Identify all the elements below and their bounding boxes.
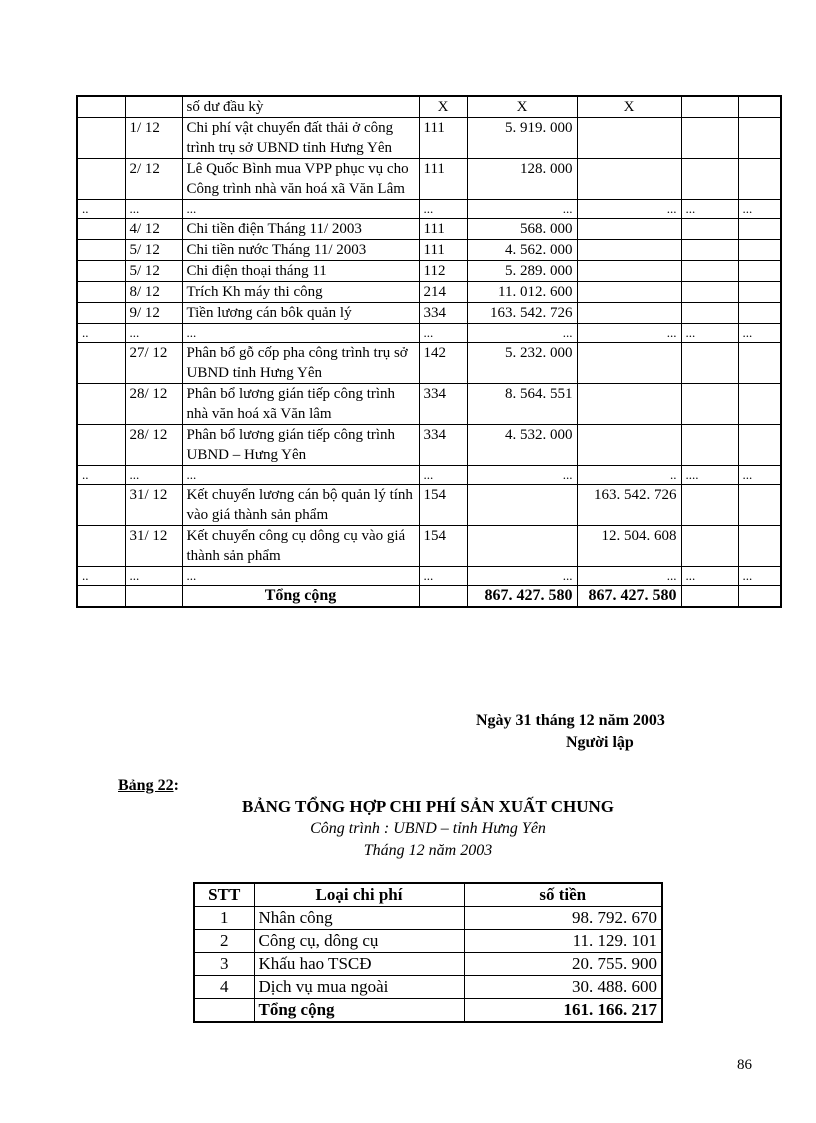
ledger-date: ... [125, 466, 182, 485]
table22-subtitle-project: Công trình : UBND – tỉnh Hưng Yên [310, 820, 546, 837]
summary-total-label: Tổng cộng [254, 999, 464, 1023]
ledger-date: ... [125, 567, 182, 586]
ledger-credit [577, 303, 681, 324]
ledger-account: 142 [419, 343, 467, 384]
ledger-description: Tiền lương cán bôk quản lý [182, 303, 419, 324]
ledger-col-g [681, 118, 738, 159]
ledger-col-a [77, 219, 125, 240]
ledger-col-a [77, 261, 125, 282]
ledger-col-g: .... [681, 466, 738, 485]
ledger-col-g [681, 384, 738, 425]
ledger-total-empty-c [419, 586, 467, 608]
ledger-account: 154 [419, 485, 467, 526]
summary-header-row [194, 883, 662, 907]
ledger-description: Chi điện thoại tháng 11 [182, 261, 419, 282]
ledger-col-a [77, 159, 125, 200]
ledger-col-g [681, 526, 738, 567]
ledger-col-h [738, 526, 781, 567]
ledger-description: Phân bổ lương gián tiếp công trình UBND – Hưng Yên [182, 425, 419, 466]
ledger-date: 9/ 12 [125, 303, 182, 324]
page-number: 86 [737, 1057, 752, 1073]
ledger-date: ... [125, 324, 182, 343]
ledger-debit: ... [467, 324, 577, 343]
ledger-total-empty-b [125, 586, 182, 608]
ledger-credit [577, 282, 681, 303]
ledger-col-h [738, 282, 781, 303]
ledger-debit: 128. 000 [467, 159, 577, 200]
ledger-description: số dư đầu kỳ [182, 96, 419, 118]
ledger-col-a [77, 526, 125, 567]
ledger-col-a: .. [77, 567, 125, 586]
ledger-account: 334 [419, 303, 467, 324]
ledger-account: 111 [419, 240, 467, 261]
ledger-col-g [681, 219, 738, 240]
header-type: Loại chi phí [254, 883, 464, 907]
ledger-credit: ... [577, 567, 681, 586]
ledger-col-h [738, 261, 781, 282]
header-amount: số tiền [464, 883, 662, 907]
ledger-col-h: ... [738, 200, 781, 219]
summary-type: Nhân công [254, 907, 464, 930]
ledger-row [77, 485, 781, 526]
summary-row [194, 930, 662, 953]
ledger-credit: X [577, 96, 681, 118]
ledger-debit: ... [467, 567, 577, 586]
ledger-description: Phân bổ lương gián tiếp công trình nhà văn hoá xã Văn lâm [182, 384, 419, 425]
ledger-description: Lê Quốc Bình mua VPP phục vụ cho Công trình nhà văn hoá xã Văn Lâm [182, 159, 419, 200]
ledger-date: 28/ 12 [125, 425, 182, 466]
summary-stt: 1 [194, 907, 254, 930]
ledger-col-g [681, 96, 738, 118]
ledger-ellipsis-row [77, 466, 781, 485]
ledger-col-g [681, 261, 738, 282]
summary-amount: 20. 755. 900 [464, 953, 662, 976]
ledger-total-credit: 867. 427. 580 [577, 586, 681, 608]
ledger-credit: 12. 504. 608 [577, 526, 681, 567]
ledger-col-h [738, 485, 781, 526]
ledger-row [77, 118, 781, 159]
summary-amount: 30. 488. 600 [464, 976, 662, 999]
ledger-account: 112 [419, 261, 467, 282]
ledger-credit: 163. 542. 726 [577, 485, 681, 526]
ledger-col-a [77, 303, 125, 324]
ledger-total-debit: 867. 427. 580 [467, 586, 577, 608]
ledger-credit [577, 343, 681, 384]
ledger-ellipsis-row [77, 324, 781, 343]
ledger-date: 5/ 12 [125, 261, 182, 282]
ledger-description: ... [182, 324, 419, 343]
ledger-col-h [738, 343, 781, 384]
ledger-col-g [681, 159, 738, 200]
ledger-col-h: ... [738, 466, 781, 485]
ledger-account: ... [419, 324, 467, 343]
ledger-date: 4/ 12 [125, 219, 182, 240]
ledger-date: 2/ 12 [125, 159, 182, 200]
ledger-debit: 568. 000 [467, 219, 577, 240]
ledger-description: Chi tiền nước Tháng 11/ 2003 [182, 240, 419, 261]
summary-row [194, 976, 662, 999]
table22-title: BẢNG TỔNG HỢP CHI PHÍ SẢN XUẤT CHUNG [242, 797, 614, 816]
ledger-row [77, 384, 781, 425]
ledger-debit: 5. 919. 000 [467, 118, 577, 159]
ledger-account: 111 [419, 159, 467, 200]
header-stt: STT [194, 883, 254, 907]
ledger-col-a [77, 118, 125, 159]
ledger-total-empty-e [738, 586, 781, 608]
ledger-col-a [77, 240, 125, 261]
ledger-col-h: ... [738, 324, 781, 343]
ledger-row [77, 343, 781, 384]
ledger-col-a [77, 384, 125, 425]
ledger-col-a: .. [77, 466, 125, 485]
ledger-total-empty-a [77, 586, 125, 608]
ledger-description: Chi tiền điện Tháng 11/ 2003 [182, 219, 419, 240]
ledger-row [77, 303, 781, 324]
summary-type: Công cụ, dông cụ [254, 930, 464, 953]
ledger-ellipsis-row [77, 567, 781, 586]
ledger-col-g: ... [681, 324, 738, 343]
ledger-account: 334 [419, 425, 467, 466]
ledger-col-g [681, 240, 738, 261]
summary-stt: 3 [194, 953, 254, 976]
ledger-credit [577, 261, 681, 282]
ledger-date: 31/ 12 [125, 485, 182, 526]
ledger-date: 28/ 12 [125, 384, 182, 425]
ledger-debit: 4. 532. 000 [467, 425, 577, 466]
ledger-debit: 8. 564. 551 [467, 384, 577, 425]
ledger-account: ... [419, 567, 467, 586]
ledger-total-label: Tổng cộng [182, 586, 419, 608]
ledger-col-g [681, 485, 738, 526]
ledger-row [77, 240, 781, 261]
ledger-description: Kết chuyển công cụ dông cụ vào giá thành sản phẩm [182, 526, 419, 567]
ledger-description: ... [182, 200, 419, 219]
ledger-date: 8/ 12 [125, 282, 182, 303]
ledger-col-a [77, 485, 125, 526]
summary-row [194, 953, 662, 976]
ledger-credit [577, 384, 681, 425]
summary-total-empty [194, 999, 254, 1023]
ledger-col-h [738, 219, 781, 240]
ledger-account: ... [419, 466, 467, 485]
table22-label-wrap [118, 777, 179, 795]
summary-type: Dịch vụ mua ngoài [254, 976, 464, 999]
ledger-debit: 163. 542. 726 [467, 303, 577, 324]
ledger-date: ... [125, 200, 182, 219]
ledger-col-a [77, 96, 125, 118]
ledger-row [77, 96, 781, 118]
ledger-account: 154 [419, 526, 467, 567]
table22-label-suffix: : [173, 777, 179, 794]
ledger-col-a [77, 425, 125, 466]
ledger-date: 1/ 12 [125, 118, 182, 159]
ledger-description: ... [182, 466, 419, 485]
signature-role: Người lập [566, 734, 634, 751]
ledger-col-g [681, 303, 738, 324]
ledger-col-a: .. [77, 200, 125, 219]
ledger-col-h [738, 303, 781, 324]
ledger-date [125, 96, 182, 118]
summary-amount: 98. 792. 670 [464, 907, 662, 930]
ledger-col-h: ... [738, 567, 781, 586]
ledger-col-a [77, 282, 125, 303]
summary-stt: 4 [194, 976, 254, 999]
ledger-credit [577, 219, 681, 240]
ledger-col-g: ... [681, 200, 738, 219]
ledger-credit [577, 118, 681, 159]
ledger-row [77, 219, 781, 240]
ledger-date: 5/ 12 [125, 240, 182, 261]
ledger-col-h [738, 118, 781, 159]
ledger-account: 111 [419, 219, 467, 240]
ledger-debit [467, 485, 577, 526]
ledger-credit [577, 159, 681, 200]
ledger-credit: ... [577, 324, 681, 343]
ledger-debit: 4. 562. 000 [467, 240, 577, 261]
ledger-description: Phân bổ gỗ cốp pha công trình trụ sở UBND tỉnh Hưng Yên [182, 343, 419, 384]
summary-amount: 11. 129. 101 [464, 930, 662, 953]
signature-date: Ngày 31 tháng 12 năm 2003 [476, 712, 665, 729]
ledger-row [77, 282, 781, 303]
summary-total-row [194, 999, 662, 1023]
ledger-row [77, 159, 781, 200]
ledger-col-a [77, 343, 125, 384]
summary-row [194, 907, 662, 930]
ledger-credit: ... [577, 200, 681, 219]
ledger-col-h [738, 384, 781, 425]
ledger-ellipsis-row [77, 200, 781, 219]
ledger-col-h [738, 159, 781, 200]
ledger-credit [577, 240, 681, 261]
ledger-col-g: ... [681, 567, 738, 586]
ledger-debit: X [467, 96, 577, 118]
ledger-account: 214 [419, 282, 467, 303]
table22-subtitle-month: Tháng 12 năm 2003 [363, 842, 493, 859]
ledger-debit: ... [467, 466, 577, 485]
ledger-account: ... [419, 200, 467, 219]
ledger-col-h [738, 96, 781, 118]
ledger-col-g [681, 282, 738, 303]
ledger-description: Chi phí vật chuyển đất thải ở công trình trụ sở UBND tỉnh Hưng Yên [182, 118, 419, 159]
ledger-table [76, 95, 782, 608]
ledger-row [77, 526, 781, 567]
ledger-debit: 5. 232. 000 [467, 343, 577, 384]
ledger-date: 27/ 12 [125, 343, 182, 384]
ledger-row [77, 425, 781, 466]
ledger-credit [577, 425, 681, 466]
ledger-col-g [681, 425, 738, 466]
ledger-col-g [681, 343, 738, 384]
summary-total-amount: 161. 166. 217 [464, 999, 662, 1023]
summary-table [193, 882, 663, 1023]
ledger-account: 111 [419, 118, 467, 159]
ledger-credit: .. [577, 466, 681, 485]
ledger-row [77, 261, 781, 282]
ledger-total-row [77, 586, 781, 608]
ledger-description: ... [182, 567, 419, 586]
table22-label: Bảng 22 [118, 777, 174, 794]
ledger-col-h [738, 240, 781, 261]
ledger-col-a: .. [77, 324, 125, 343]
ledger-description: Kết chuyển lương cán bộ quản lý tính vào giá thành sản phẩm [182, 485, 419, 526]
ledger-debit [467, 526, 577, 567]
ledger-account: 334 [419, 384, 467, 425]
ledger-description: Trích Kh máy thi công [182, 282, 419, 303]
summary-type: Khấu hao TSCĐ [254, 953, 464, 976]
ledger-debit: 11. 012. 600 [467, 282, 577, 303]
ledger-account: X [419, 96, 467, 118]
ledger-debit: 5. 289. 000 [467, 261, 577, 282]
ledger-total-empty-d [681, 586, 738, 608]
ledger-col-h [738, 425, 781, 466]
summary-stt: 2 [194, 930, 254, 953]
ledger-debit: ... [467, 200, 577, 219]
ledger-date: 31/ 12 [125, 526, 182, 567]
